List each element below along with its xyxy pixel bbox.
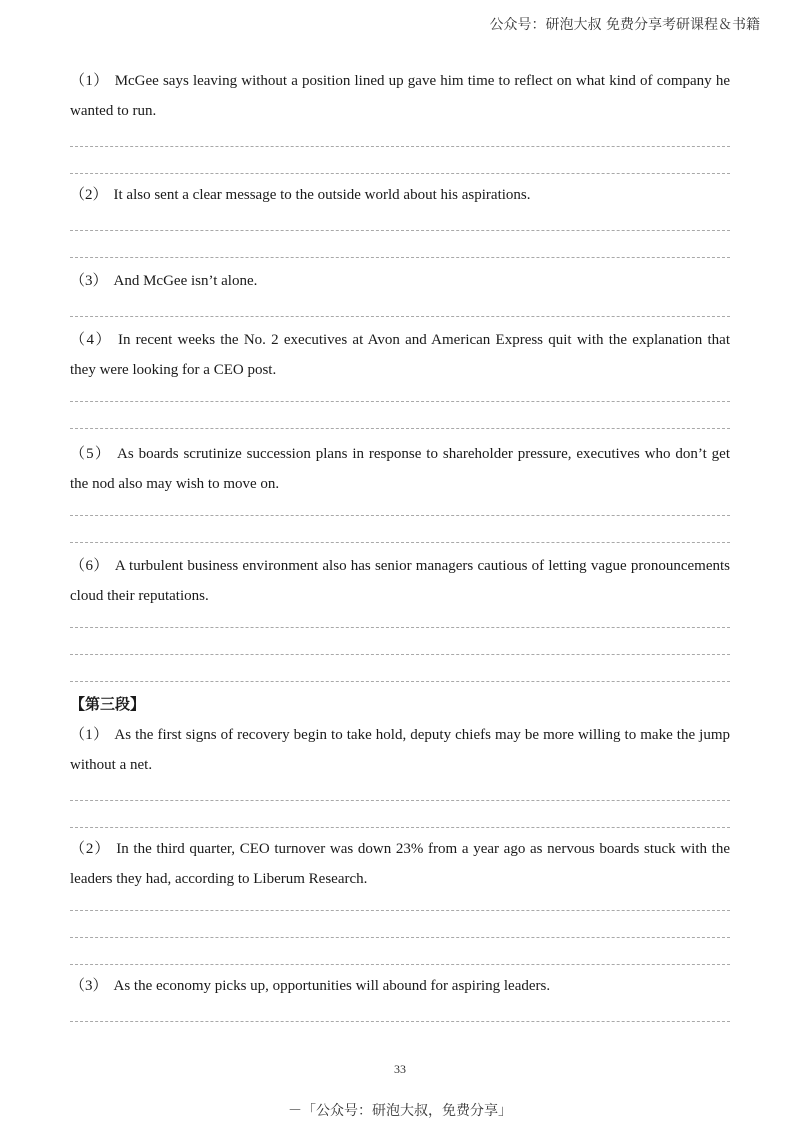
answer-line bbox=[70, 964, 730, 965]
answer-line bbox=[70, 230, 730, 231]
answer-line bbox=[70, 316, 730, 317]
answer-line bbox=[70, 515, 730, 516]
answer-line bbox=[70, 401, 730, 402]
sentence-p2-1: （1） McGee says leaving without a position lined up gave him time to reflect on what kind of company he wanted to run. bbox=[70, 73, 730, 119]
answer-line bbox=[70, 257, 730, 258]
sentence-p2-2: （2） It also sent a clear message to the outside world about his aspirations. bbox=[70, 187, 531, 203]
page-number: 33 bbox=[394, 1062, 406, 1076]
answer-line bbox=[70, 173, 730, 174]
sentence-p3-3: （3） As the economy picks up, opportunities will abound for aspiring leaders. bbox=[70, 978, 551, 994]
page-header-watermark: 公众号：研泡大叔 免费分享考研课程＆书籍 bbox=[489, 17, 760, 33]
answer-line bbox=[70, 681, 730, 682]
sentence-p2-4: （4） In recent weeks the No. 2 executives at Avon and American Express quit with the explanation that they were looking for a CEO post. bbox=[70, 332, 730, 378]
answer-line bbox=[70, 146, 730, 147]
answer-line bbox=[70, 800, 730, 801]
answer-line bbox=[70, 428, 730, 429]
sentence-p2-6: （6） A turbulent business environment also has senior managers cautious of letting vague pronouncements cloud their reputations. bbox=[70, 558, 730, 604]
sentence-p3-2: （2） In the third quarter, CEO turnover was down 23% from a year ago as nervous boards stuck with the leaders they had, according to Liberum Research. bbox=[70, 841, 730, 887]
sentence-p3-1: （1） As the first signs of recovery begin to take hold, deputy chiefs may be more willing to make the jump without a net. bbox=[70, 727, 730, 773]
answer-line bbox=[70, 937, 730, 938]
answer-line bbox=[70, 654, 730, 655]
sentence-p2-5: （5） As boards scrutinize succession plans in response to shareholder pressure, executives who don’t get the nod also may wish to move on. bbox=[70, 446, 730, 492]
answer-line bbox=[70, 542, 730, 543]
page-footer-watermark: －「公众号：研泡大叔，免费分享」 bbox=[288, 1103, 512, 1119]
sentence-p2-3: （3） And McGee isn’t alone. bbox=[70, 273, 258, 289]
answer-line bbox=[70, 910, 730, 911]
answer-line bbox=[70, 627, 730, 628]
section-heading: 【第三段】 bbox=[70, 695, 146, 713]
answer-line bbox=[70, 1021, 730, 1022]
answer-line bbox=[70, 827, 730, 828]
worksheet-body bbox=[70, 62, 730, 1022]
